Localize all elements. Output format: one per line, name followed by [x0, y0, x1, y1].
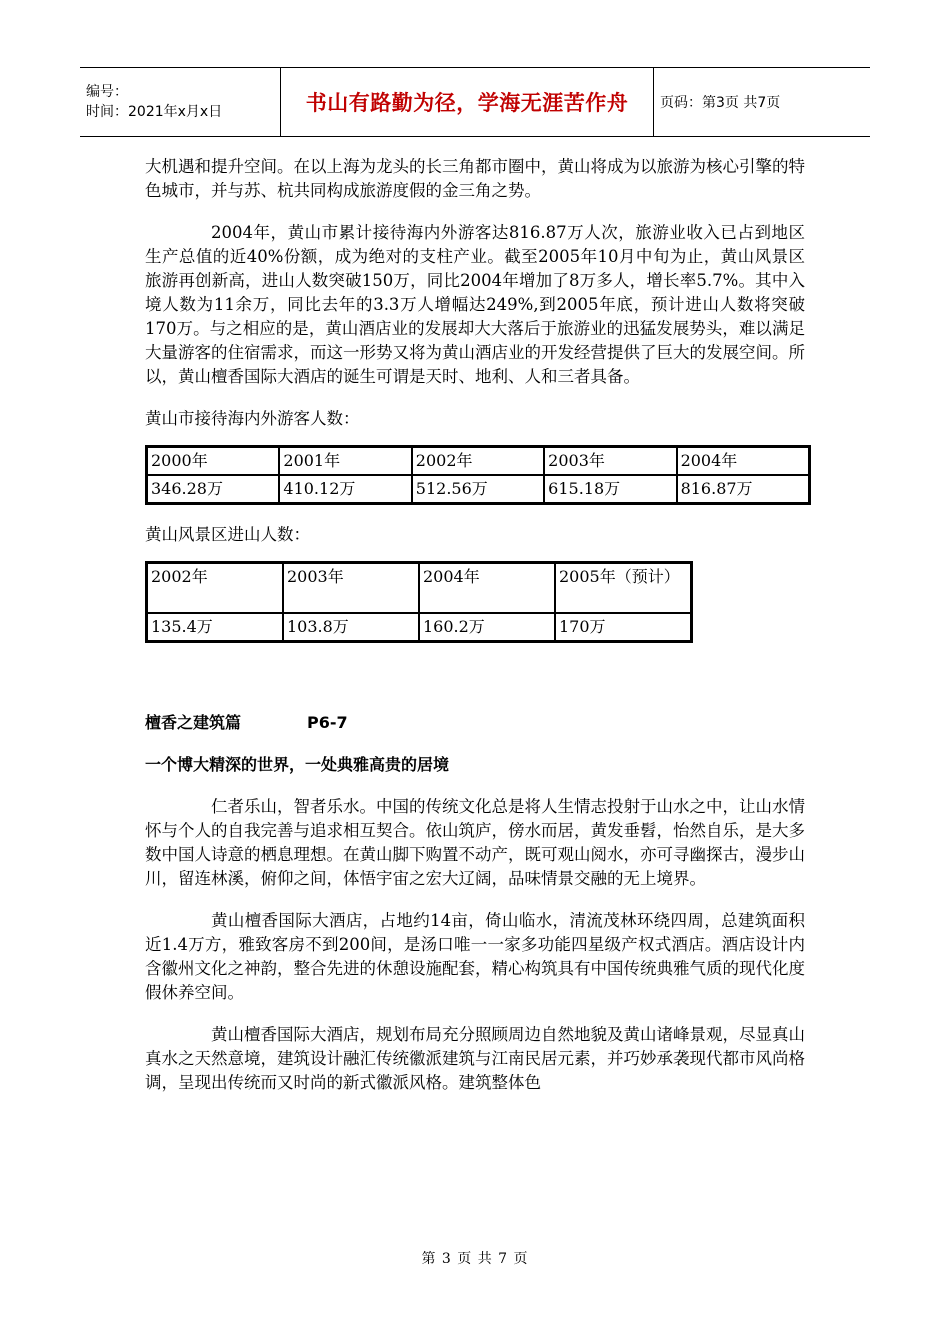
table-row — [147, 563, 691, 613]
table-cell: 816.87万 — [677, 475, 809, 503]
table-cell: 410.12万 — [279, 475, 411, 503]
table-cell: 2002年 — [412, 447, 544, 475]
table-row — [147, 447, 809, 475]
section-subtitle: 一个博大精深的世界，一处典雅高贵的居境 — [145, 755, 450, 774]
table-cell: 2005年（预计） — [555, 563, 691, 613]
section-title — [145, 711, 805, 735]
header-meta — [80, 68, 281, 137]
table2-caption: 黄山风景区进山人数： — [145, 525, 310, 544]
table-cell: 103.8万 — [283, 613, 419, 641]
document-body — [145, 155, 805, 1095]
table-cell: 2002年 — [147, 563, 283, 613]
table-cell: 2003年 — [544, 447, 676, 475]
header-number: 编号： — [86, 84, 128, 100]
table-cell: 135.4万 — [147, 613, 283, 641]
table-cell: 346.28万 — [147, 475, 279, 503]
table-cell: 2003年 — [283, 563, 419, 613]
paragraph-hotel-overview: 黄山檀香国际大酒店，占地约14亩，倚山临水，清流茂林环绕四周，总建筑面积近1.4万方，雅致客房不到200间，是汤口唯一一家多功能四星级产权式酒店。酒店设计内含徽州文化之神韵，整合先进的休憩设施配套，精心构筑具有中国传统典雅气质的现代化度假休养空间。 — [145, 911, 805, 1002]
table-cell: 2004年 — [419, 563, 555, 613]
header-page-info: 页码：第3页 共7页 — [654, 68, 871, 137]
page-footer: 第 3 页 共 7 页 — [421, 1251, 529, 1267]
table-cell: 160.2万 — [419, 613, 555, 641]
scenic-area-table — [145, 561, 693, 643]
section-page-code: P6-7 — [307, 713, 348, 732]
table-row — [147, 475, 809, 503]
table-cell: 170万 — [555, 613, 691, 641]
paragraph-intro: 大机遇和提升空间。在以上海为龙头的长三角都市圈中，黄山将成为以旅游为核心引擎的特色城市，并与苏、杭共同构成旅游度假的金三角之势。 — [145, 157, 805, 200]
table-cell: 615.18万 — [544, 475, 676, 503]
header-date: 时间：2021年x月x日 — [86, 104, 223, 120]
paragraph-philosophy: 仁者乐山，智者乐水。中国的传统文化总是将人生情志投射于山水之中，让山水情怀与个人的自我完善与追求相互契合。依山筑庐，傍水而居，黄发垂髫，怡然自乐，是大多数中国人诗意的栖息理想。在黄山脚下购置不动产，既可观山阅水，亦可寻幽探古，漫步山川，留连林溪，俯仰之间，体悟宇宙之宏大辽阔，品味情景交融的无上境界。 — [145, 797, 805, 888]
visitors-table — [145, 445, 811, 505]
table1-caption: 黄山市接待海内外游客人数： — [145, 409, 360, 428]
section-title-text: 檀香之建筑篇 — [145, 713, 242, 732]
table-cell: 512.56万 — [412, 475, 544, 503]
table-cell: 2004年 — [677, 447, 809, 475]
table-row — [147, 613, 691, 641]
header-motto: 书山有路勤为径，学海无涯苦作舟 — [281, 68, 654, 137]
paragraph-architecture: 黄山檀香国际大酒店，规划布局充分照顾周边自然地貌及黄山诸峰景观，尽显真山真水之天然意境，建筑设计融汇传统徽派建筑与江南民居元素，并巧妙承袭现代都市风尚格调，呈现出传统而又时尚的新式徽派风格。建筑整体色 — [145, 1025, 805, 1092]
table-cell: 2001年 — [279, 447, 411, 475]
page-header — [80, 67, 870, 137]
paragraph-statistics: 2004年，黄山市累计接待海内外游客达816.87万人次，旅游业收入已占到地区生产总值的近40%份额，成为绝对的支柱产业。截至2005年10月中旬为止，黄山风景区旅游再创新高，进山人数突破150万，同比2004年增加了8万多人，增长率5.7%。其中入境人数为11余万，同比去年的3.3万人增幅达249%,到2005年底，预计进山人数将突破170万。与之相应的是，黄山酒店业的发展却大大落后于旅游业的迅猛发展势头，难以满足大量游客的住宿需求，而这一形势又将为黄山酒店业的开发经营提供了巨大的发展空间。所以，黄山檀香国际大酒店的诞生可谓是天时、地利、人和三者具备。 — [145, 223, 805, 386]
table-cell: 2000年 — [147, 447, 279, 475]
